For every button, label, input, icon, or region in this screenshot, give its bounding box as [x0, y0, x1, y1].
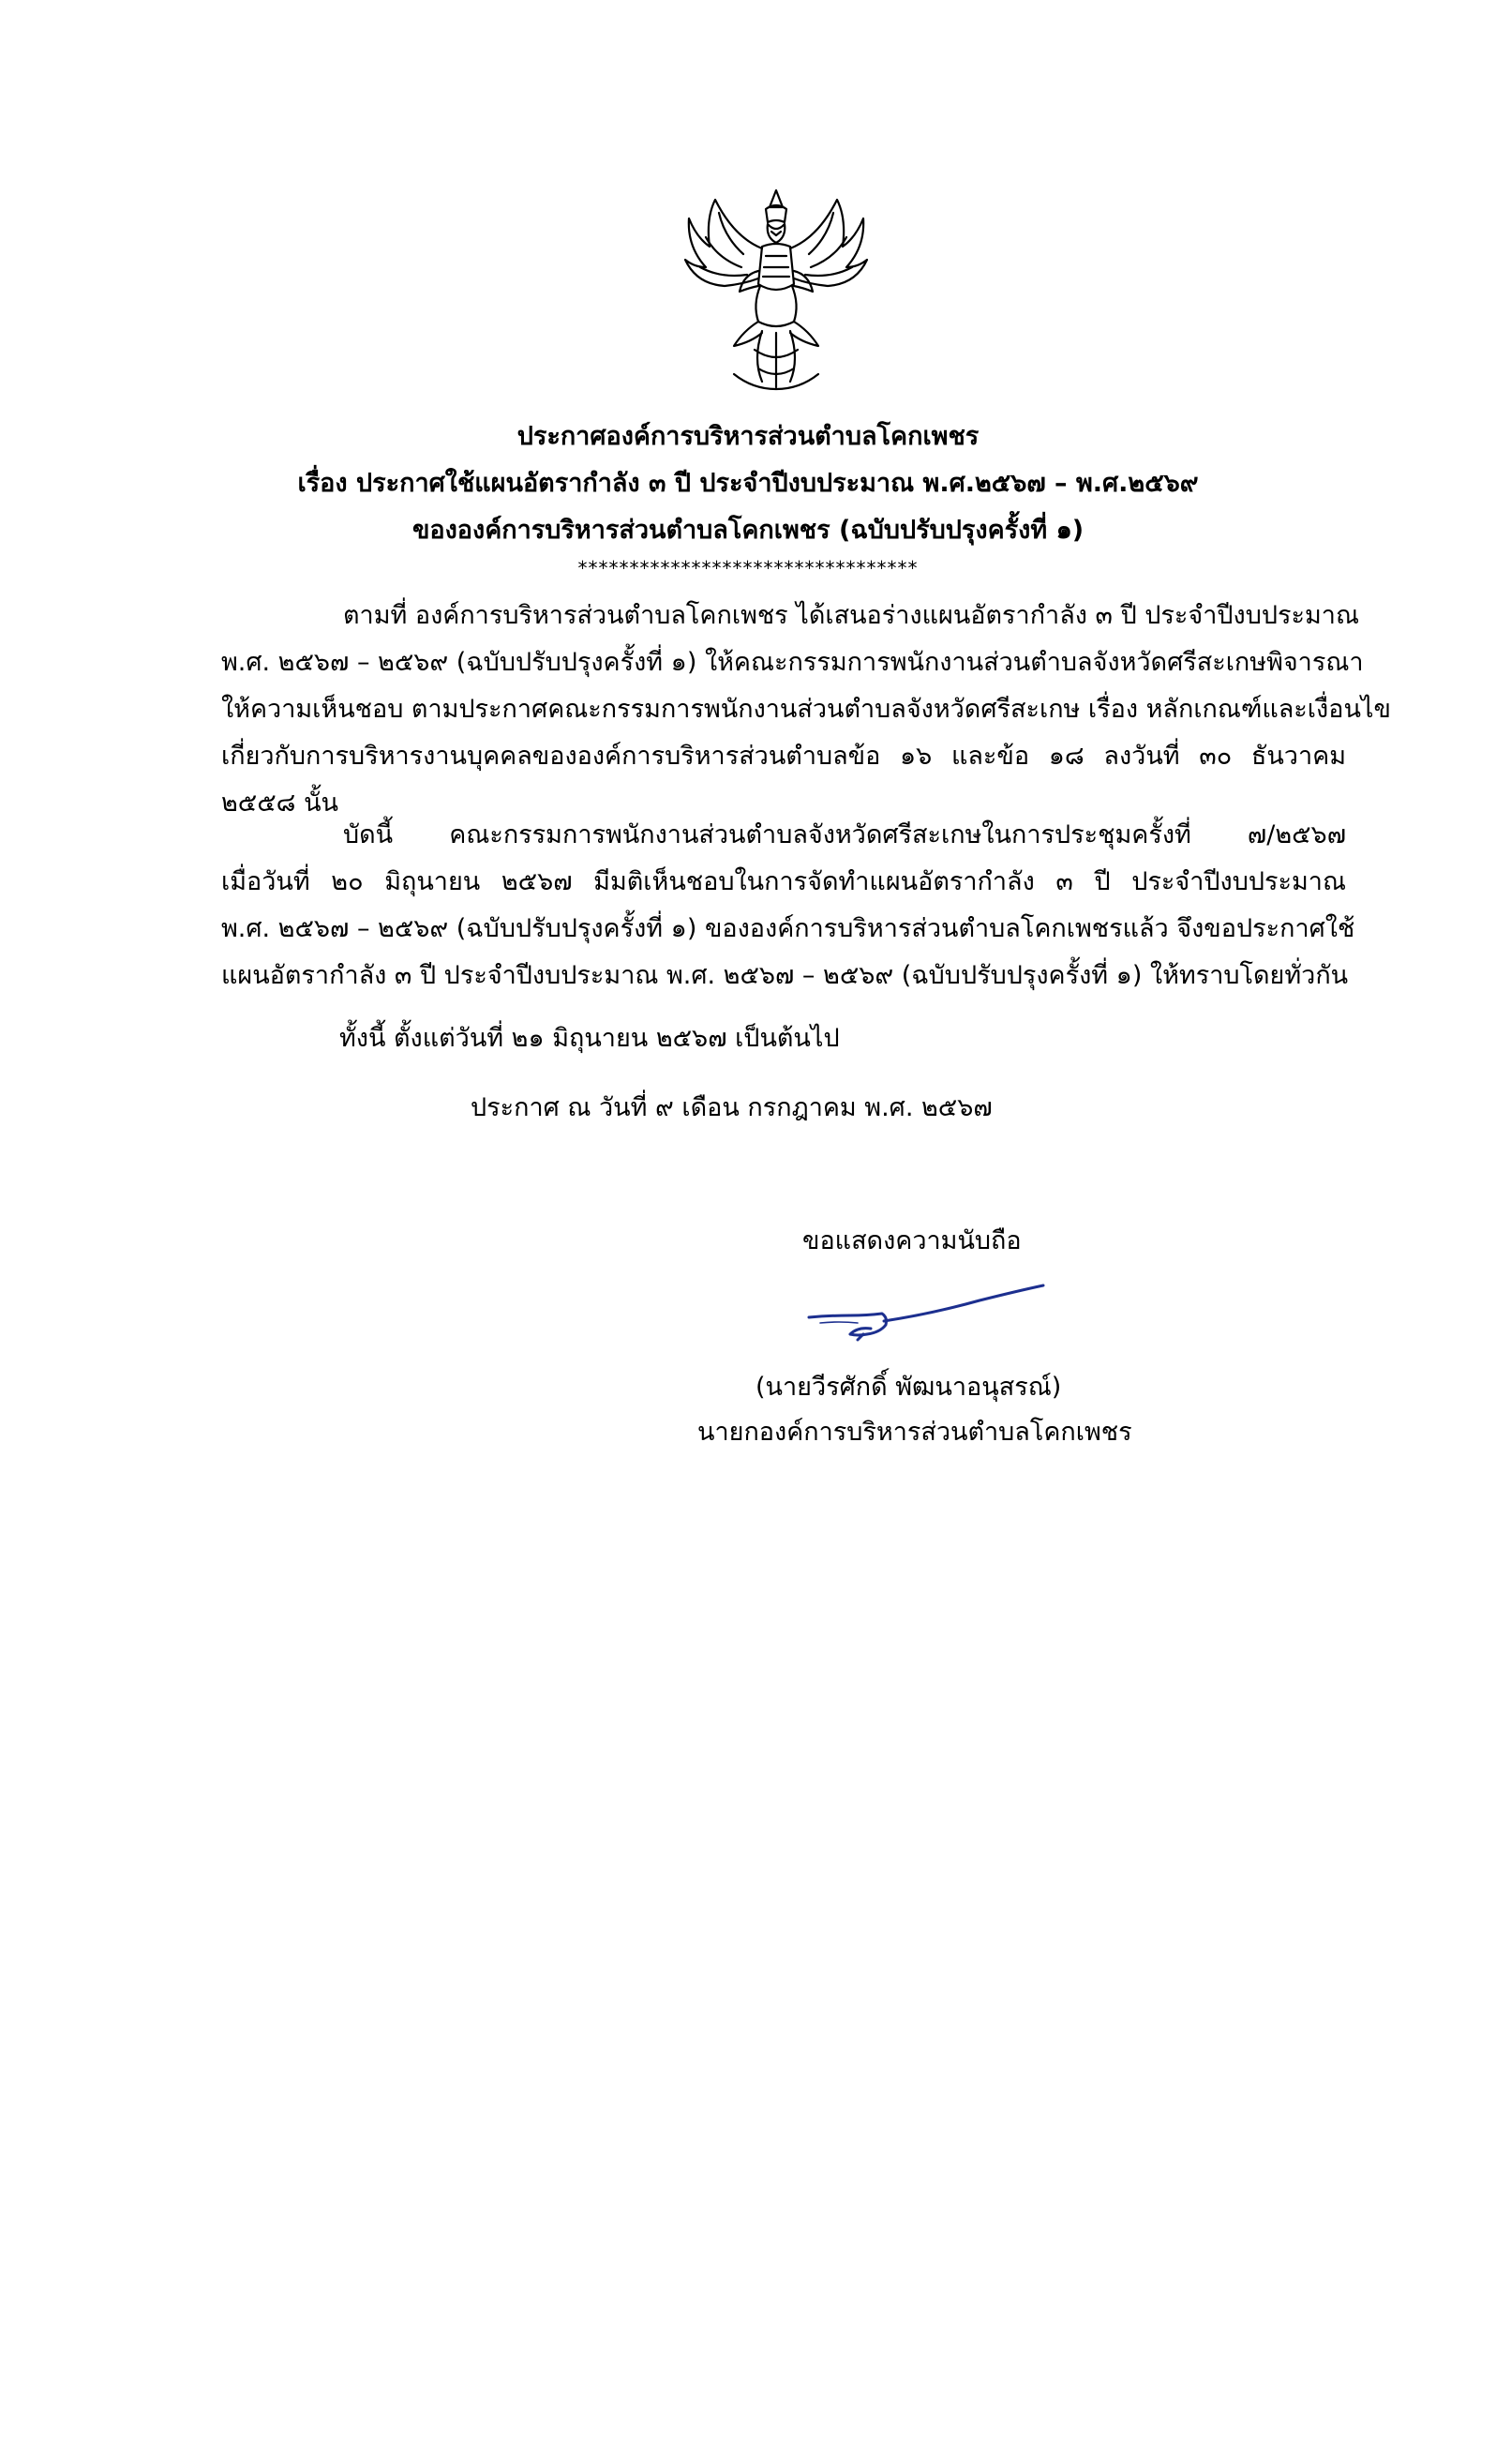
paragraph-2-line: บัดนี้ คณะกรรมการพนักงานส่วนตำบลจังหวัดศรีสะเกษในการประชุมครั้งที่ ๗/๒๕๖๗ — [343, 820, 1346, 849]
title-separator: ********************************* — [577, 557, 919, 579]
announcement-subject: เรื่อง ประกาศใช้แผนอัตรากำลัง ๓ ปี ประจำปีงบประมาณ พ.ศ.๒๕๖๗ – พ.ศ.๒๕๖๙ — [297, 469, 1199, 498]
handwritten-signature — [801, 1280, 1055, 1345]
announcement-title: ประกาศองค์การบริหารส่วนตำบลโคกเพชร — [516, 422, 980, 451]
paragraph-1-line: พ.ศ. ๒๕๖๗ – ๒๕๖๙ (ฉบับปรับปรุงครั้งที่ ๑) ให้คณะกรรมการพนักงานส่วนตำบลจังหวัดศรีสะเกษพิจารณา — [221, 648, 1364, 677]
closing-phrase: ขอแสดงความนับถือ — [802, 1226, 1022, 1255]
announcement-issuer: ขององค์การบริหารส่วนตำบลโคกเพชร (ฉบับปรับปรุงครั้งที่ ๑) — [411, 516, 1085, 545]
paragraph-2-line: พ.ศ. ๒๕๖๗ – ๒๕๖๙ (ฉบับปรับปรุงครั้งที่ ๑) ขององค์การบริหารส่วนตำบลโคกเพชรแล้ว จึงขอประกาศใช้ — [221, 914, 1355, 943]
paragraph-2-line: แผนอัตรากำลัง ๓ ปี ประจำปีงบประมาณ พ.ศ. ๒๕๖๗ – ๒๕๖๙ (ฉบับปรับปรุงครั้งที่ ๑) ให้ทราบโดยทั่วกัน — [221, 961, 1349, 990]
signer-name: (นายวีรศักดิ์ พัฒนาอนุสรณ์) — [755, 1373, 1062, 1402]
signer-position: นายกองค์การบริหารส่วนตำบลโคกเพชร — [697, 1418, 1132, 1447]
paragraph-1-line: เกี่ยวกับการบริหารงานบุคคลขององค์การบริหารส่วนตำบลข้อ ๑๖ และข้อ ๑๘ ลงวันที่ ๓๐ ธันวาคม — [221, 742, 1346, 771]
paragraph-2-line: เมื่อวันที่ ๒๐ มิถุนายน ๒๕๖๗ มีมติเห็นชอบในการจัดทำแผนอัตรากำลัง ๓ ปี ประจำปีงบประมาณ — [221, 867, 1346, 896]
effective-date: ทั้งนี้ ตั้งแต่วันที่ ๒๑ มิถุนายน ๒๕๖๗ เป็นต้นไป — [339, 1024, 840, 1053]
paragraph-1-line: ๒๕๕๘ นั้น — [221, 789, 338, 818]
paragraph-1-line: ตามที่ องค์การบริหารส่วนตำบลโคกเพชร ได้เสนอร่างแผนอัตรากำลัง ๓ ปี ประจำปีงบประมาณ — [343, 601, 1360, 630]
paragraph-1-line: ให้ความเห็นชอบ ตามประกาศคณะกรรมการพนักงานส่วนตำบลจังหวัดศรีสะเกษ เรื่อง หลักเกณฑ์และเงื่อนไข — [221, 695, 1391, 724]
announced-date: ประกาศ ณ วันที่ ๙ เดือน กรกฎาคม พ.ศ. ๒๕๖๗ — [471, 1093, 993, 1122]
paragraph-1 — [221, 593, 1391, 827]
garuda-emblem-icon — [668, 181, 884, 397]
paragraph-2 — [221, 812, 1355, 999]
